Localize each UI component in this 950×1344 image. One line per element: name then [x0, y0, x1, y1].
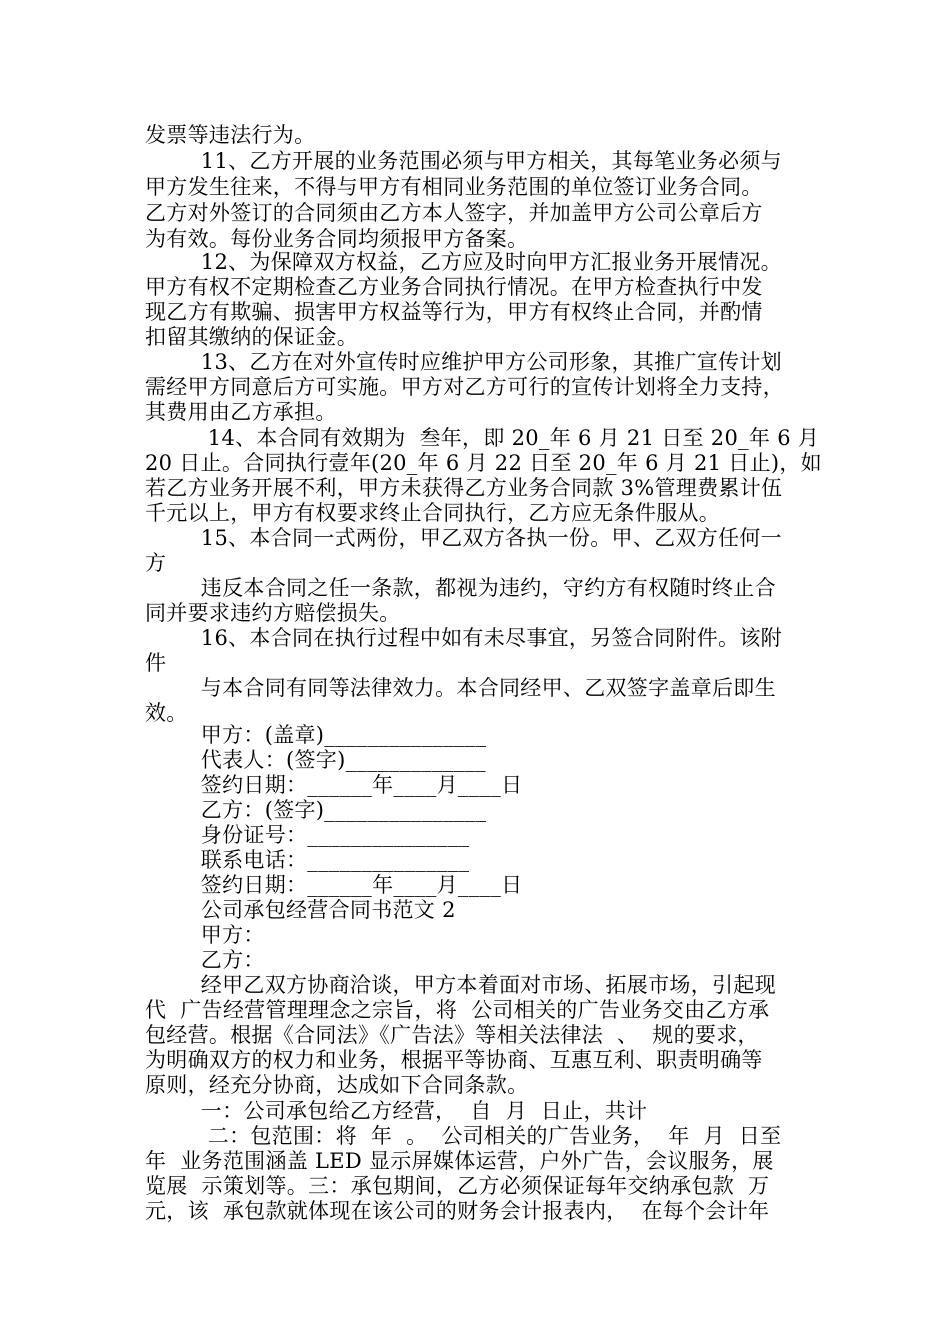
text-line: 需经甲方同意后方可实施。甲方对乙方可行的宣传计划将全力支持，: [145, 375, 784, 399]
text-line: 代 广告经营管理理念之宗旨，将 公司相关的广告业务交由乙方承: [145, 998, 770, 1022]
text-line: 违反本合同之任一条款，都视为违约，守约方有权随时终止合: [145, 576, 776, 600]
text-line: 现乙方有欺骗、损害甲方权益等行为，甲方有权终止合同，并酌情: [145, 300, 763, 324]
signature-field: 签约日期：______年____月____日: [145, 773, 523, 797]
signature-field: 乙方：(签字)_______________: [145, 798, 487, 822]
text-line: 二：包范围：将 年 。 公司相关的广告业务， 年 月 日至: [145, 1124, 782, 1148]
text-line: 扣留其缴纳的保证金。: [145, 325, 358, 349]
text-line: 元，该 承包款就体现在该公司的财务会计报表内， 在每个会计年: [145, 1199, 770, 1223]
text-line: 一：公司承包给乙方经营， 自 月 日止，共计: [145, 1099, 648, 1123]
text-line: 件: [145, 651, 167, 675]
party-b-label: 乙方：: [145, 948, 265, 972]
text-line: 经甲乙双方协商洽谈，甲方本着面对市场、拓展市场，引起现: [145, 973, 776, 997]
text-line: 若乙方业务开展不利，甲方未获得乙方业务合同款 3%管理费累计伍: [145, 476, 783, 500]
signature-field: 签约日期：______年____月____日: [145, 873, 523, 897]
party-a-label: 甲方：: [145, 923, 265, 947]
text-line: 为明确双方的权力和业务，根据平等协商、互惠互利、职责明确等: [145, 1048, 763, 1072]
text-line: 年 业务范围涵盖 LED 显示屏媒体运营，户外广告，会议服务，展: [145, 1149, 774, 1173]
text-line: 16、本合同在执行过程中如有未尽事宜，另签合同附件。该附: [145, 626, 782, 650]
text-line: 12、为保障双方权益，乙方应及时向甲方汇报业务开展情况。: [145, 250, 782, 274]
text-line: 11、乙方开展的业务范围必须与甲方相关，其每笔业务必须与: [145, 149, 782, 173]
text-line: 方: [145, 551, 167, 575]
signature-field: 甲方：(盖章)_______________: [145, 723, 487, 747]
text-line: 15、本合同一式两份，甲乙双方各执一份。甲、乙双方任何一: [145, 526, 782, 550]
text-line: 为有效。每份业务合同均须报甲方备案。: [145, 227, 529, 251]
text-line: 甲方有权不定期检查乙方业务合同执行情况。在甲方检查执行中发: [145, 275, 763, 299]
text-line: 乙方对外签订的合同须由乙方本人签字，并加盖甲方公司公章后方: [145, 201, 763, 225]
text-line: 其费用由乙方承担。: [145, 400, 337, 424]
text-line: 13、乙方在对外宣传时应维护甲方公司形象，其推广宣传计划: [145, 350, 782, 374]
text-line: 与本合同有同等法律效力。本合同经甲、乙双签字盖章后即生: [145, 676, 776, 700]
signature-field: 联系电话：_______________: [145, 848, 470, 872]
text-line: 发票等违法行为。: [145, 123, 316, 147]
section-title: 公司承包经营合同书范文 2: [145, 898, 456, 922]
text-line: 千元以上，甲方有权要求终止合同执行，乙方应无条件服从。: [145, 501, 721, 525]
text-line: 同并要求违约方赔偿损失。: [145, 601, 401, 625]
text-line: 原则，经充分协商，达成如下合同条款。: [145, 1073, 529, 1097]
text-line: 包经营。根据《合同法》《广告法》等相关法律法 、 规的要求，: [145, 1023, 759, 1047]
text-line: 14、本合同有效期为 叁年，即 20_年 6 月 21 日至 20_年 6 月: [145, 426, 820, 450]
signature-field: 身份证号：_______________: [145, 823, 470, 847]
text-line: 20 日止。合同执行壹年(20_年 6 月 22 日至 20_年 6 月 21 日止)，如: [145, 451, 822, 475]
text-line: 甲方发生往来，不得与甲方有相同业务范围的单位签订业务合同。: [145, 175, 763, 199]
signature-field: 代表人：(签字)_____________: [145, 748, 486, 772]
text-line: 览展 示策划等。三：承包期间，乙方必须保证每年交纳承包款 万: [145, 1174, 770, 1198]
text-line: 效。: [145, 701, 188, 725]
